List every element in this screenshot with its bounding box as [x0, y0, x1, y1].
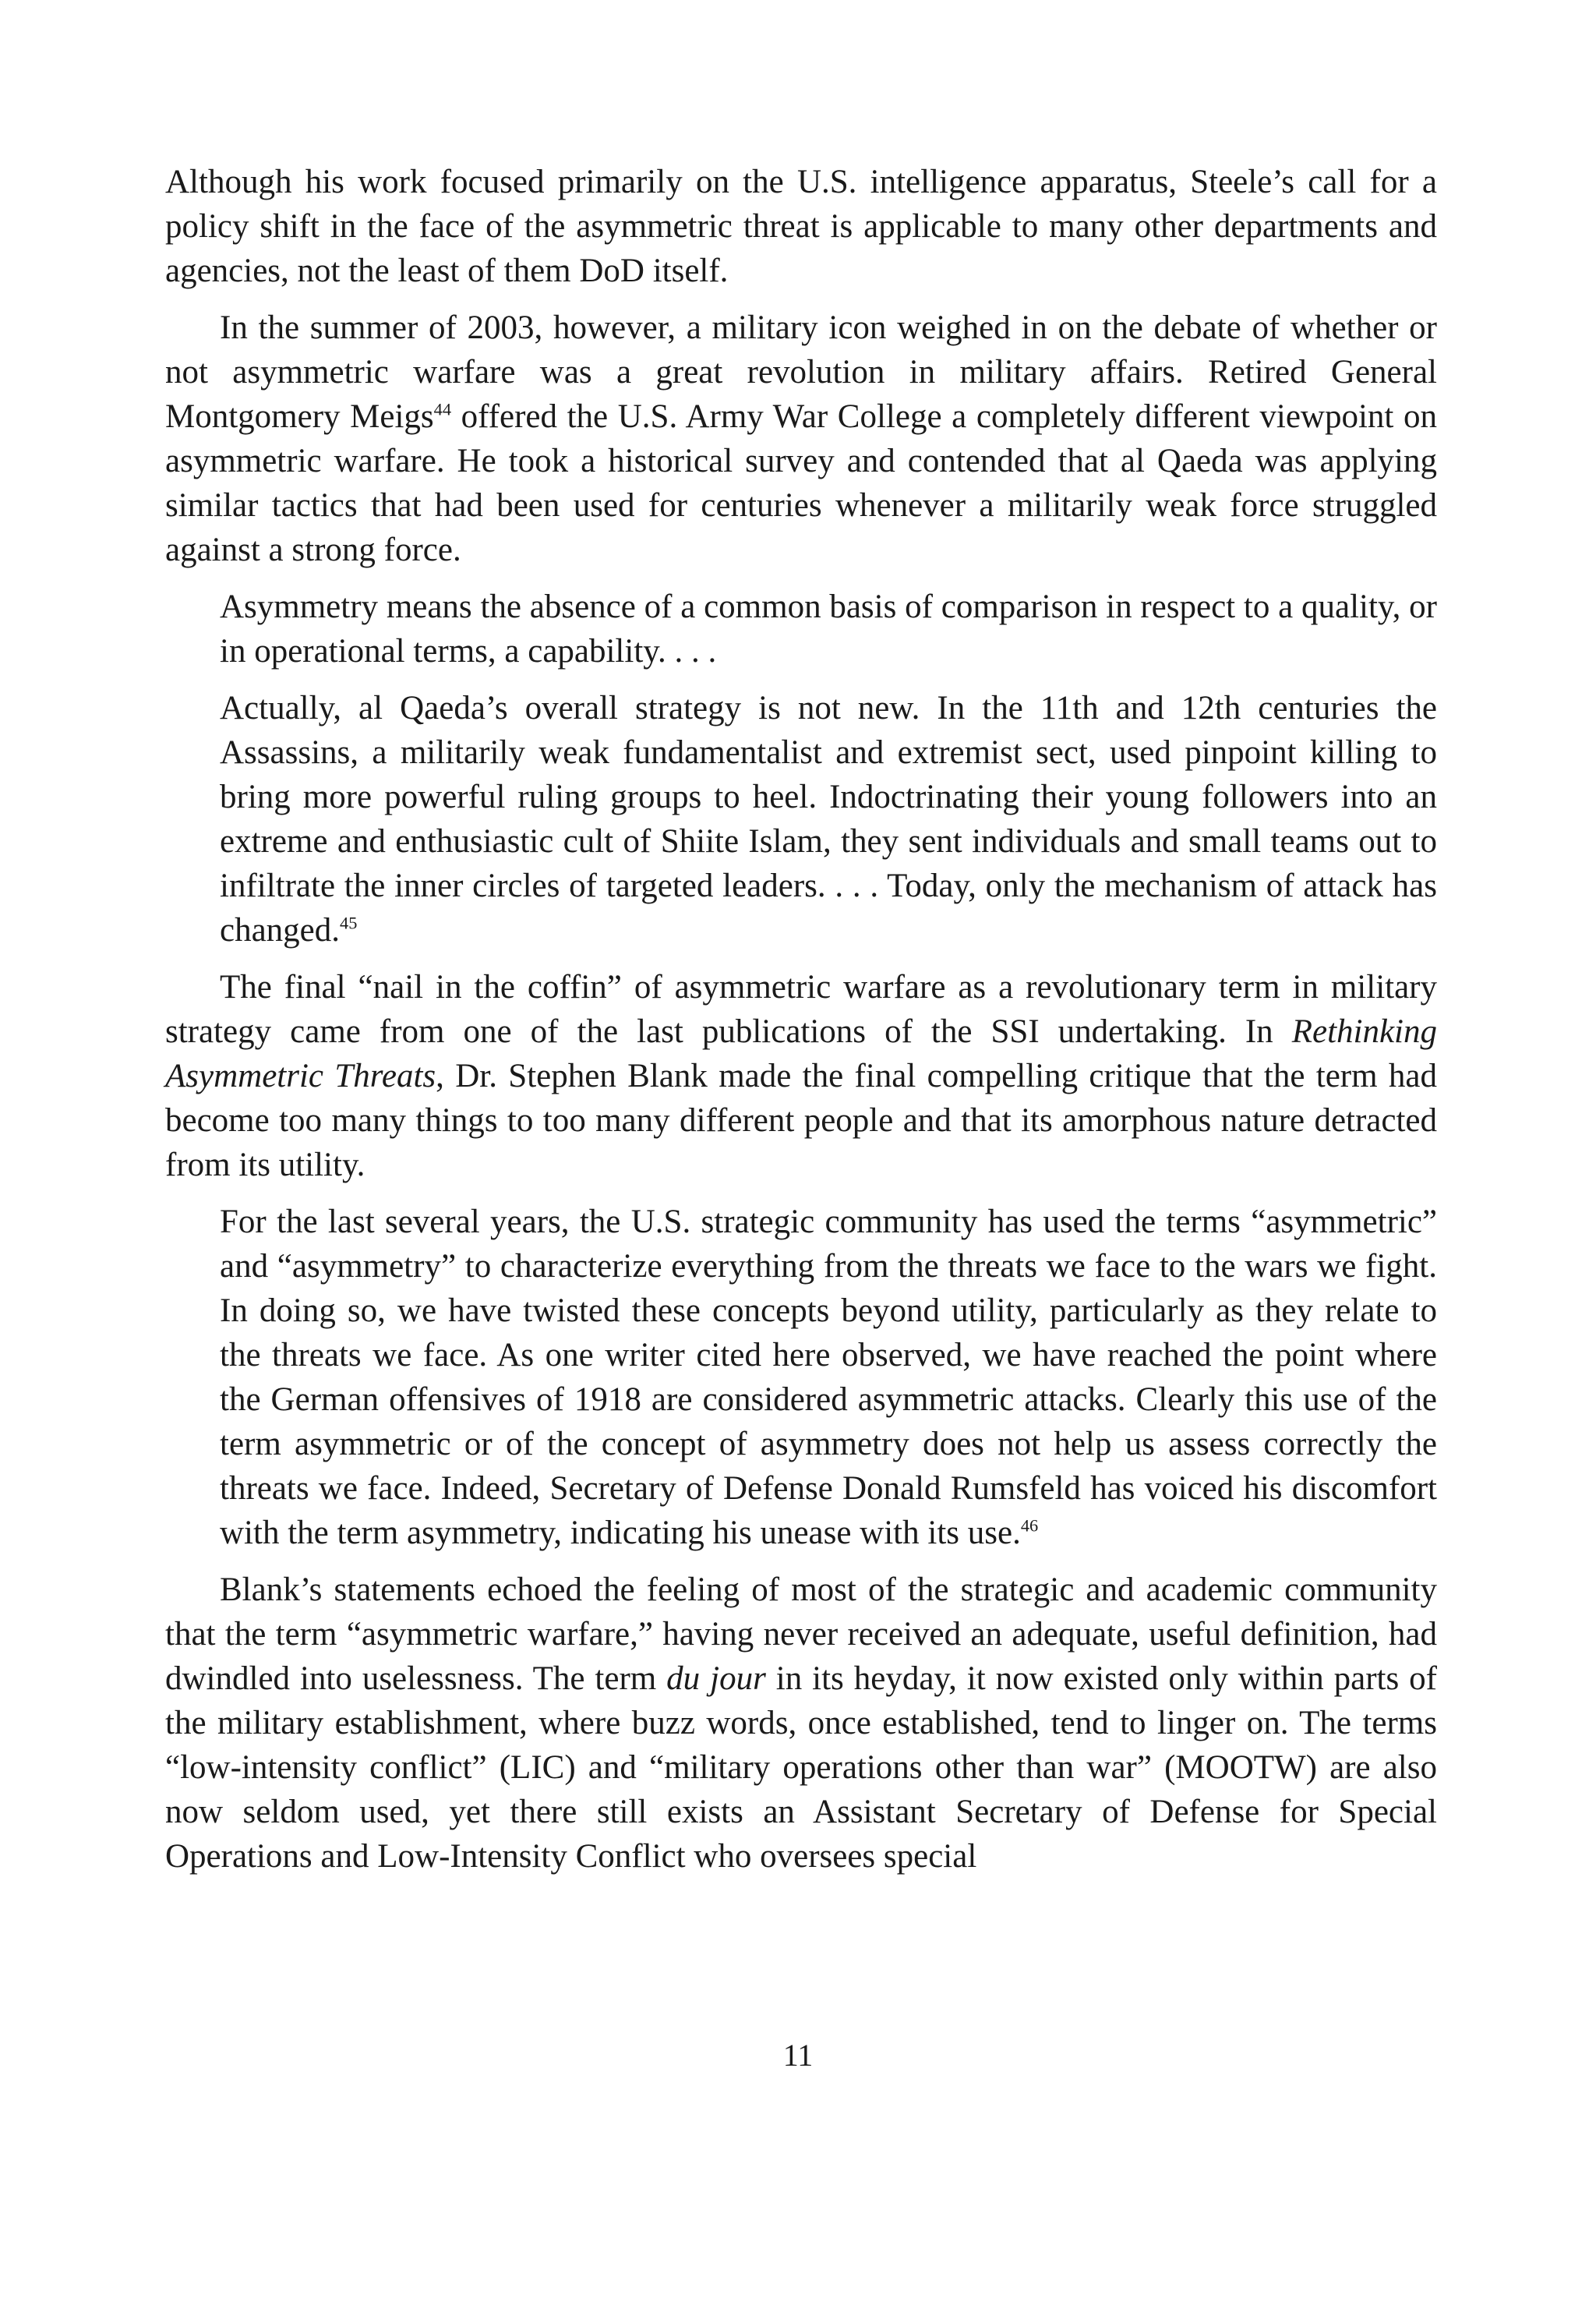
page-number: 11 [782, 2038, 814, 2073]
block-quote-blank-critique [220, 1200, 1437, 1555]
paragraph-steele-policy-shift [165, 160, 1437, 293]
italic-term-du-jour: du jour [666, 1660, 766, 1697]
quote-text: For the last several years, the U.S. strategic community has used the terms “asymmetric” and “asymmetry” to characterize everything from the threats we face to the wars we fight. In doing so, we have twisted these concepts beyond utility, particularly as they relate to the threats we face. As one writer cited here observed, we have reached the point where the German offensives of 1918 are considered asymmetric attacks. Clearly this use of the term asymmetric or of the concept of asymmetry does not help us assess correctly the threats we face. Indeed, Secretary of Defense Donald Rumsfeld has voiced his discomfort with the term asymmetry, indicating his unease with its use. [220, 1204, 1437, 1551]
footnote-ref-44: 44 [433, 399, 452, 419]
paragraph-nail-in-coffin [165, 965, 1437, 1187]
paragraph-text: Blank’s statements echoed the feeling of most of the strategic and academic community that the term “asymmetric warfare,” having never received an adequate, useful definition, had dwindled into uselessness. The term [165, 1571, 1437, 1697]
paragraph-text: In the summer of 2003, however, a military icon weighed in on the debate of whether or not asymmetric warfare was a great revolution in military affairs. Retired General Montgomery Meigs [165, 309, 1437, 435]
paragraph-blank-statements [165, 1568, 1437, 1879]
italic-title-rethinking-asymmetric-threats: Rethinking Asymmetric Threats [165, 1013, 1437, 1094]
paragraph-text: The final “nail in the coffin” of asymmetric warfare as a revolutionary term in military strategy came from one of the last publications of the SSI undertaking. In [165, 969, 1437, 1050]
quote-text: Actually, al Qaeda’s overall strategy is not new. In the 11th and 12th centuries the Assassins, a militarily weak fundamentalist and extremist sect, used pinpoint killing to bring more powerful ruling groups to heel. Indoctrinating their young followers into an extreme and enthusiastic cult of Shiite Islam, they sent individuals and small teams out to infiltrate the inner circles of targeted leaders. . . . Today, only the mechanism of attack has changed. [220, 690, 1437, 949]
paragraph-meigs-viewpoint [165, 306, 1437, 572]
paragraph-text: offered the U.S. Army War College a completely different viewpoint on asymmetric warfare. He took a historical survey and contended that al Qaeda was applying similar tactics that had been used for centuries whenever a militarily weak force struggled against a strong force. [165, 398, 1437, 568]
block-quote-al-qaeda-strategy [220, 686, 1437, 953]
paragraph-text: , Dr. Stephen Blank made the final compelling critique that the term had become too many things to too many different people and that its amorphous nature detracted from its utility. [165, 1058, 1437, 1183]
body-text [165, 160, 1437, 1891]
block-quote-asymmetry-definition [220, 585, 1437, 673]
paragraph-text: in its heyday, it now existed only within parts of the military establishment, where buzz words, once established, tend to linger on. The terms “low-intensity conflict” (LIC) and “military operations other than war” (MOOTW) are also now seldom used, yet there still exists an Assistant Secretary of Defense for Special Operations and Low-Intensity Conflict who oversees special [165, 1660, 1437, 1875]
quote-text: Asymmetry means the absence of a common basis of comparison in respect to a quality, or in operational terms, a capability. . . . [220, 589, 1437, 670]
paragraph-text: Although his work focused primarily on the U.S. intelligence apparatus, Steele’s call for a policy shift in the face of the asymmetric threat is applicable to many other departments and agencies, not the least of them DoD itself. [165, 164, 1437, 289]
footnote-ref-45: 45 [340, 913, 358, 933]
footnote-ref-46: 46 [1020, 1515, 1039, 1536]
